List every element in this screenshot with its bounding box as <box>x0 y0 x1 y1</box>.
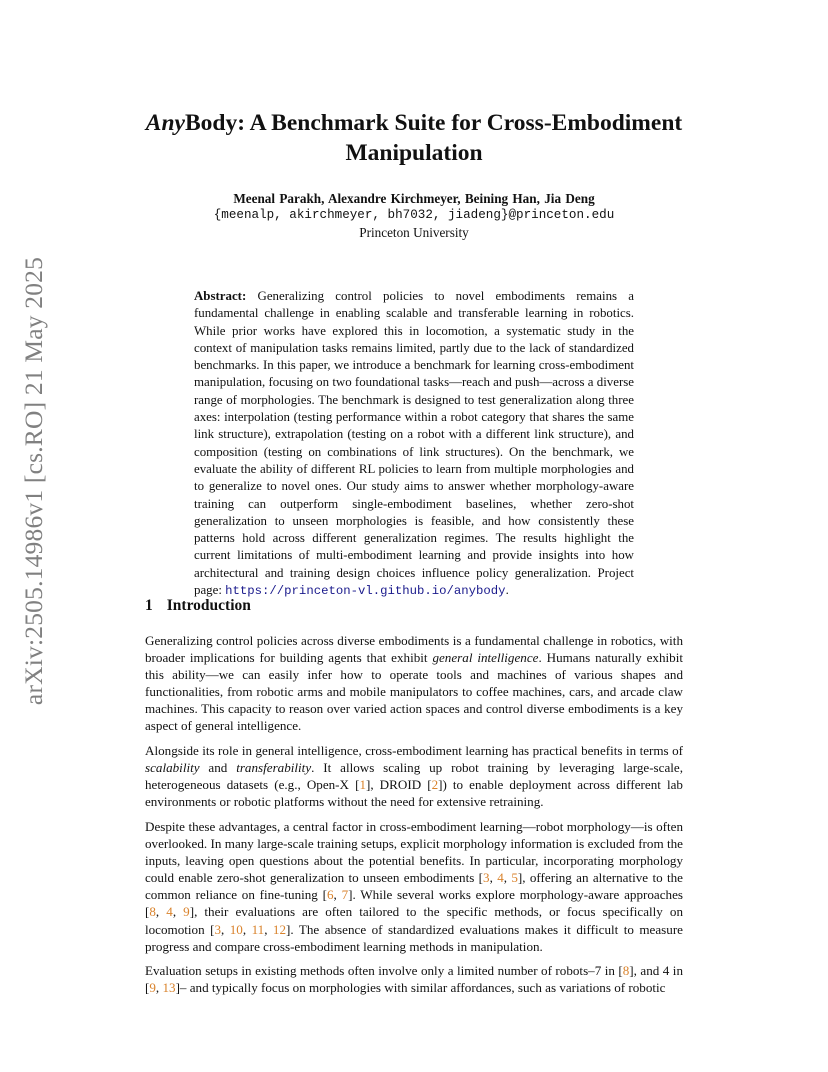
arxiv-stamp-text: arXiv:2505.14986v1 [cs.RO] 21 May 2025 <box>19 256 49 706</box>
citation-link[interactable]: 3 <box>214 921 222 937</box>
citation-link[interactable]: 6 <box>326 887 334 903</box>
citation-link[interactable]: 8 <box>149 904 156 920</box>
paragraph-2 <box>145 742 683 810</box>
author-names: Meenal Parakh, Alexandre Kirchmeyer, Beining Han, Jia Deng <box>233 191 595 206</box>
p3-text-d: ], their evaluations are often tailored to the specific methods, or focus specifically on locomotion [ <box>145 904 683 937</box>
p2-text-b: and <box>199 760 237 776</box>
p4-text-a: Evaluation setups in existing methods often involve only a limited number of robots–7 in [ <box>145 963 623 979</box>
p2-text-c: . It allows scaling up robot training by leveraging large-scale, heterogeneous datasets (e.g., Open-X [ <box>145 760 683 793</box>
p2-emphasis-1: scalability <box>145 760 200 776</box>
abstract <box>194 288 634 600</box>
paragraph-3 <box>145 818 683 955</box>
citation-link[interactable]: 12 <box>272 921 287 937</box>
citation-link[interactable]: 4 <box>497 870 504 886</box>
p2-text-e: ]) to enable deployment across different lab environments or robotic platforms without the need for extensive retraining. <box>145 777 683 810</box>
title-line1-rest: Body: A Benchmark Suite for Cross-Embodiment <box>184 110 683 136</box>
citation-link[interactable]: 10 <box>229 921 243 937</box>
p1-emphasis: general intelligence <box>432 650 539 666</box>
citation-link[interactable]: 4 <box>166 904 173 920</box>
citation-separator: , <box>489 870 498 886</box>
citation-link[interactable]: 9 <box>149 980 156 996</box>
abstract-text: Generalizing control policies to novel embodiments remains a fundamental challenge in enabling scalable and transferable learning in robotics. While prior works have explored this in locomotion, a systematic study in the context of manipulation tasks remains limited, partly due to the lack of standardized benchmarks. In this paper, we introduce a benchmark for learning cross-embodiment manipulation, focusing on two foundational tasks—reach and push—across a diverse range of morphologies. The benchmark is designed to test generalization along three axes: interpolation (testing performance within a robot category that shares the same link structure), extrapolation (testing on a robot with a different link structure), and composition (testing on combinations of link structures). On the benchmark, we evaluate the ability of different RL policies to learn from multiple morphologies and to generalize to novel ones. Our study aims to answer whether morphology-aware training can outperform single-embodiment baselines, whether zero-shot generalization to unseen morphologies is feasible, and how consistently these patterns hold across different generalization regimes. The results highlight the current limitations of multi-embodiment learning and provide insights into how architectural and training design choices influence policy generalization. Project page: <box>194 289 634 598</box>
section-number: 1 <box>145 597 153 614</box>
project-page-link[interactable]: https://princeton-vl.github.io/anybody <box>225 584 506 599</box>
p3-text-a: Despite these advantages, a central factor in cross-embodiment learning—robot morphology—is often overlooked. In many large-scale training setups, explicit morphology information is excluded from the inputs, leaving open questions about the potential benefits. In particular, incorporating morphology could enable zero-shot generalization to unseen embodiments [ <box>145 818 683 886</box>
citation-separator: , <box>155 980 163 996</box>
citation-link[interactable]: 9 <box>183 904 190 920</box>
citation-link[interactable]: 1 <box>359 777 366 793</box>
citation-link[interactable]: 11 <box>251 921 265 937</box>
p4-text-b: ], and 4 in [ <box>145 963 683 996</box>
p4-text-c: ]– and typically focus on morphologies with similar affordances, such as variations of robotic <box>175 980 666 996</box>
citation-link[interactable]: 13 <box>162 980 176 996</box>
arxiv-identifier-stamp <box>19 256 49 706</box>
citation-link[interactable]: 5 <box>511 870 518 886</box>
title-line2: Manipulation <box>345 140 483 166</box>
paper-title <box>60 108 768 168</box>
citation-separator: , <box>264 921 273 937</box>
section-title: Introduction <box>166 597 251 614</box>
abstract-end: . <box>505 583 509 598</box>
abstract-label: Abstract: <box>194 289 247 303</box>
paragraph-1 <box>145 632 683 735</box>
paragraph-4 <box>145 962 683 996</box>
p1-text-a: Generalizing control policies across diverse embodiments is a fundamental challenge in robotics, with broader implications for building agents that exhibit <box>145 633 683 666</box>
author-block <box>60 190 768 241</box>
citation-link[interactable]: 2 <box>431 777 439 793</box>
introduction-body <box>145 632 683 1004</box>
author-emails: {meenalp, akirchmeyer, bh7032, jiadeng}@princeton.edu <box>213 208 615 222</box>
section-heading-introduction <box>145 597 251 615</box>
citation-separator: , <box>172 904 184 920</box>
citation-link[interactable]: 3 <box>483 870 490 886</box>
p3-text-c: ]. While several works explore morphology-aware approaches [ <box>145 887 684 920</box>
p3-text-e: ]. The absence of standardized evaluations makes it difficult to measure progress and compare cross-embodiment learning methods in manipulation. <box>145 921 683 954</box>
author-affiliation: Princeton University <box>359 225 469 240</box>
citation-link[interactable]: 7 <box>341 887 349 903</box>
citation-separator: , <box>155 904 167 920</box>
citation-separator: , <box>333 887 342 903</box>
p2-text-a: Alongside its role in general intelligence, cross-embodiment learning has practical benefits in terms of <box>145 743 683 759</box>
p2-text-d: ], DROID [ <box>365 777 432 793</box>
title-italic-part: Any <box>145 110 185 136</box>
p2-emphasis-2: transferability <box>236 760 312 776</box>
citation-separator: , <box>242 921 252 937</box>
p1-text-b: . Humans naturally exhibit this ability—we can easily infer how to operate tools and machines of various shapes and functionalities, from robotic arms and mobile manipulators to coffee machines, cars, and arcade claw machines. This capacity to reason over varied action spaces and control diverse embodiments is a key aspect of general intelligence. <box>145 650 683 734</box>
p3-text-b: ], offering an alternative to the common reliance on fine-tuning [ <box>145 870 683 903</box>
citation-separator: , <box>503 870 512 886</box>
citation-link[interactable]: 8 <box>622 963 630 979</box>
citation-separator: , <box>221 921 230 937</box>
